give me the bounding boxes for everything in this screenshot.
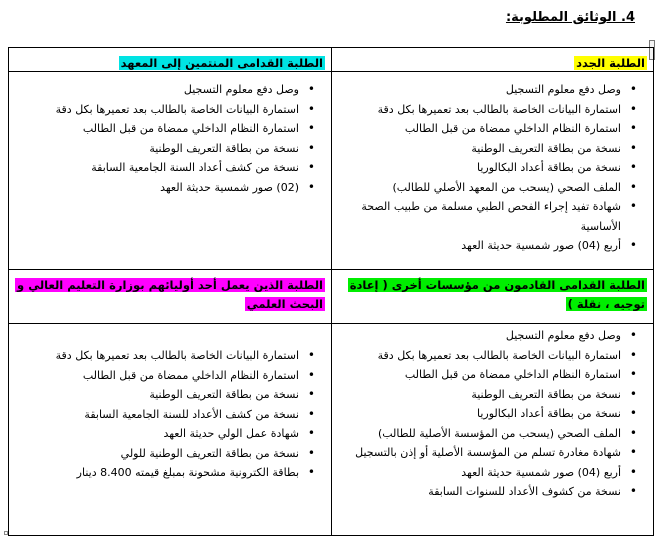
header-cell-new-students [332,48,654,72]
header-parent-ministry-students: الطلبة الذين يعمل أحد أوليائهم بوزارة التعليم العالي و البحث العلمي [17,278,323,311]
list-parent-ministry-students [9,324,331,483]
list-item: • وصل دفع معلوم التسجيل [338,80,637,100]
list-item: • استمارة البيانات الخاصة بالطالب بعد تعميرها بكل دقة [15,346,315,366]
section-heading: 4. الوثائق المطلوبة: [505,10,635,25]
list-item: • نسخة من بطاقة أعداد البكالوريا [338,404,637,424]
list-item: • الملف الصحي (يسحب من المؤسسة الأصلية للطالب) [338,424,637,444]
list-item: • نسخة من بطاقة التعريف الوطنية [338,139,637,159]
list-item: • استمارة النظام الداخلي ممضاة من قبل الطالب [15,119,315,139]
list-item: • نسخة من بطاقة التعريف الوطنية [15,139,315,159]
header-cell-parent-ministry-students [9,270,332,324]
list-item: • أربع (04) صور شمسية حديثة العهد [338,463,637,483]
list-item: • نسخة من بطاقة التعريف الوطنية [15,385,315,405]
header-cell-transfer-students [332,270,654,324]
list-item: • استمارة البيانات الخاصة بالطالب بعد تعميرها بكل دقة [338,100,637,120]
list-item: • (02) صور شمسية حديثة العهد [15,178,315,198]
list-item: • الملف الصحي (يسحب من المعهد الأصلي للطالب) [338,178,637,198]
page-corner-marker [4,531,8,535]
list-transfer-students [332,324,653,502]
list-item: • نسخة من بطاقة التعريف الوطنية [338,385,637,405]
list-cell-returning-students [9,72,332,270]
list-item: • شهادة عمل الولي حديثة العهد [15,424,315,444]
list-item: • نسخة من بطاقة أعداد البكالوريا [338,158,637,178]
header-returning-students: الطلبة القدامى المنتمين إلى المعهد [120,56,323,70]
list-cell-parent-ministry-students [9,324,332,536]
list-item: • شهادة تفيد إجراء الفحص الطبي مسلمة من طبيب الصحة الأساسية [338,197,637,236]
list-returning-students [9,72,331,197]
list-item: • نسخة من كشف الأعداد للسنة الجامعية السابقة [15,405,315,425]
list-new-students [332,72,653,256]
list-cell-transfer-students [332,324,654,536]
list-item: • وصل دفع معلوم التسجيل [15,80,315,100]
list-item: • نسخة من كشف أعداد السنة الجامعية السابقة [15,158,315,178]
list-item: • شهادة مغادرة تسلم من المؤسسة الأصلية أو إذن بالتسجيل [338,443,637,463]
list-cell-new-students [332,72,654,270]
list-item: • أربع (04) صور شمسية حديثة العهد [338,236,637,256]
list-item: • وصل دفع معلوم التسجيل [338,326,637,346]
list-item: • استمارة البيانات الخاصة بالطالب بعد تعميرها بكل دقة [15,100,315,120]
list-item: • استمارة النظام الداخلي ممضاة من قبل الطالب [338,365,637,385]
header-cell-returning-students [9,48,332,72]
list-item: • بطاقة الكترونية مشحونة بمبلغ قيمته 8.400 دينار [15,463,315,483]
list-item: • استمارة البيانات الخاصة بالطالب بعد تعميرها بكل دقة [338,346,637,366]
header-transfer-students: الطلبة القدامى القادمون من مؤسسات أخرى ( إعادة توجيه ، نقلة ) [349,278,645,311]
list-item: • نسخة من بطاقة التعريف الوطنية للولي [15,444,315,464]
list-item: • استمارة النظام الداخلي ممضاة من قبل الطالب [15,366,315,386]
list-item: • استمارة النظام الداخلي ممضاة من قبل الطالب [338,119,637,139]
header-new-students: الطلبة الجدد [576,56,645,70]
documents-table [8,47,654,536]
list-item: • نسخة من كشوف الأعداد للسنوات السابقة [338,482,637,502]
